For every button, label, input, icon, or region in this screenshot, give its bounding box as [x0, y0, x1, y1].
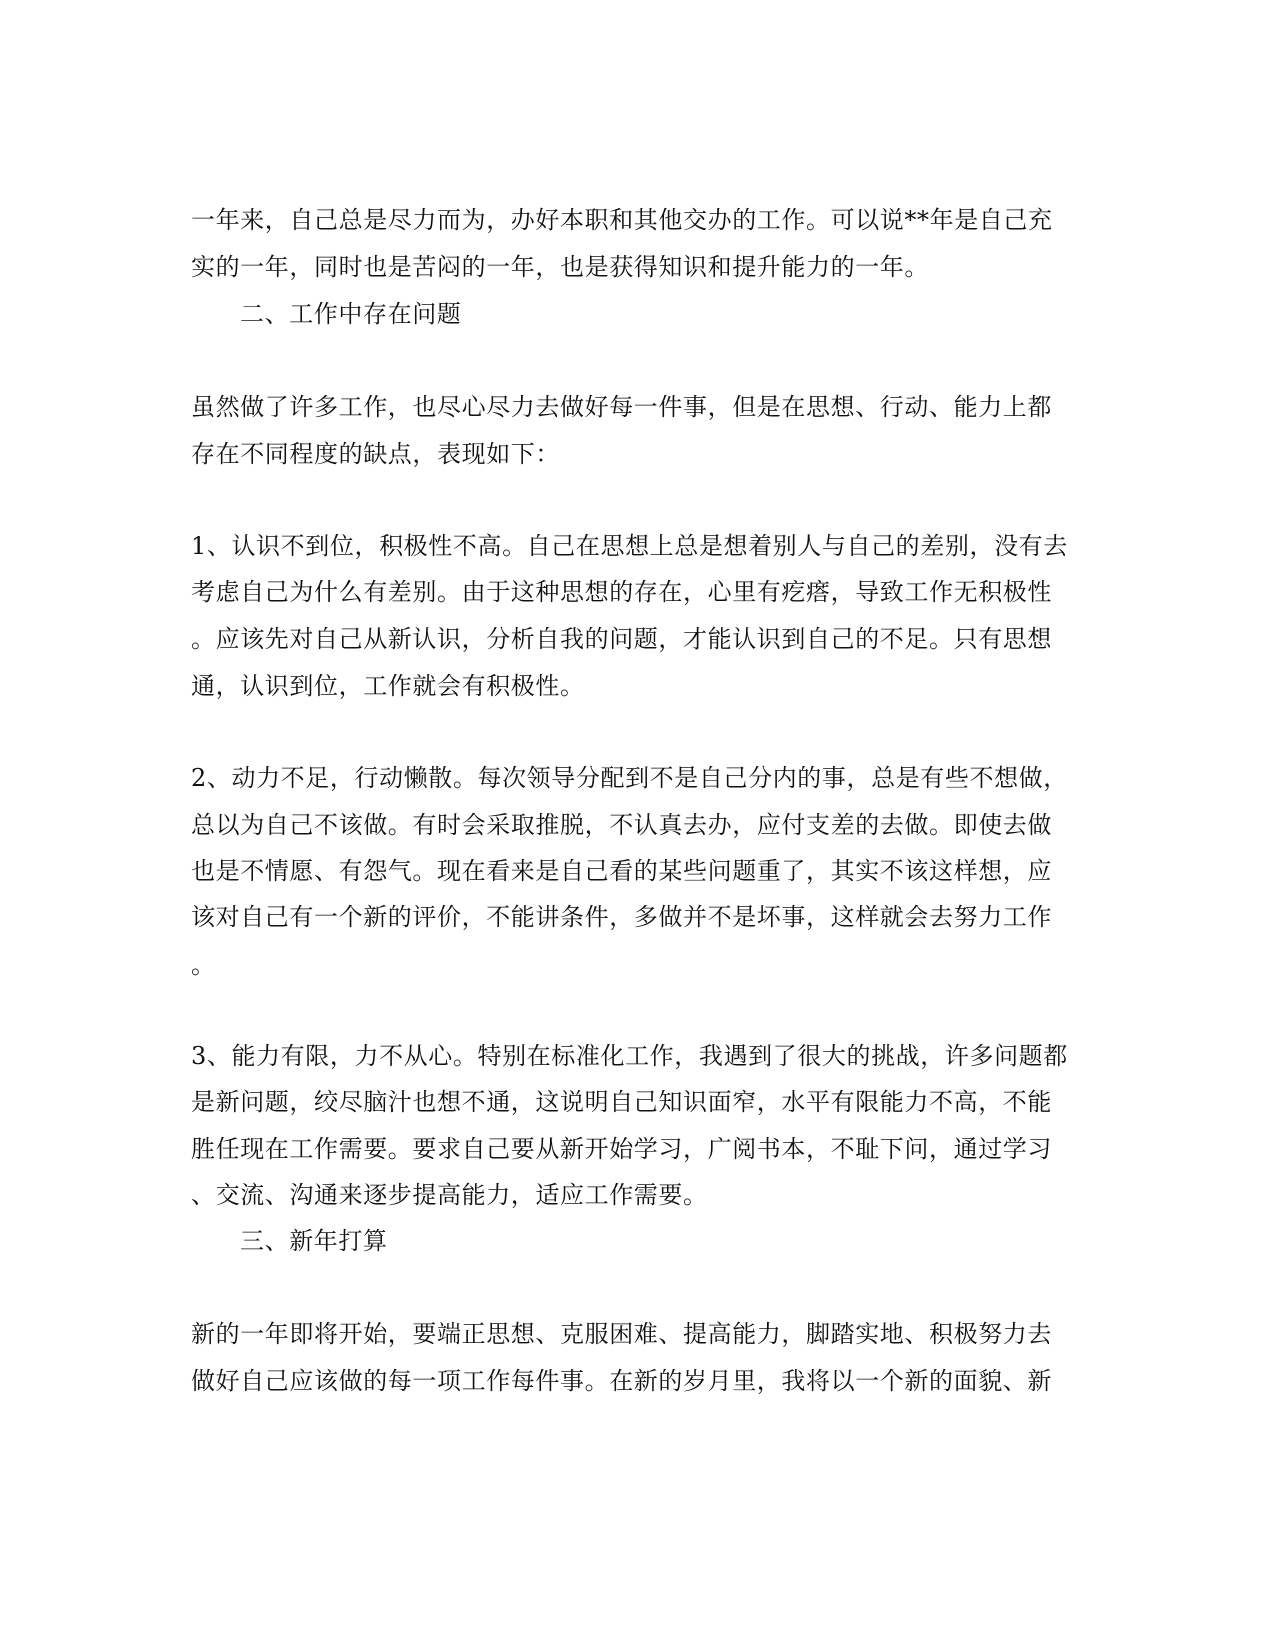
paragraph-line: 总以为自己不该做。有时会采取推脱，不认真去办，应付支差的去做。即使去做: [191, 811, 1052, 839]
section-heading: 三、新年打算: [240, 1227, 388, 1255]
paragraph-line: 虽然做了许多工作，也尽心尽力去做好每一件事，但是在思想、行动、能力上都: [191, 393, 1052, 421]
paragraph-line: 实的一年，同时也是苦闷的一年，也是获得知识和提升能力的一年。: [191, 253, 929, 281]
paragraph-line: 也是不情愿、有怨气。现在看来是自己看的某些问题重了，其实不该这样想，应: [191, 857, 1052, 885]
paragraph-line: 2、动力不足，行动懒散。每次领导分配到不是自己分内的事，总是有些不想做，: [191, 764, 1068, 792]
paragraph-line: 胜任现在工作需要。要求自己要从新开始学习，广阅书本，不耻下问，通过学习: [191, 1135, 1052, 1163]
paragraph-line: 。: [191, 951, 216, 979]
paragraph-line: 。应该先对自己从新认识，分析自我的问题，才能认识到自己的不足。只有思想: [191, 625, 1052, 653]
section-heading: 二、工作中存在问题: [240, 300, 462, 328]
paragraph-line: 3、能力有限，力不从心。特别在标准化工作，我遇到了很大的挑战，许多问题都: [191, 1042, 1068, 1070]
paragraph-line: 是新问题，绞尽脑汁也想不通，这说明自己知识面窄，水平有限能力不高，不能: [191, 1088, 1052, 1116]
paragraph-line: 新的一年即将开始，要端正思想、克服困难、提高能力，脚踏实地、积极努力去: [191, 1320, 1052, 1348]
paragraph-line: 该对自己有一个新的评价，不能讲条件，多做并不是坏事，这样就会去努力工作: [191, 903, 1052, 931]
paragraph-line: 通，认识到位，工作就会有积极性。: [191, 672, 585, 700]
paragraph-line: 一年来，自己总是尽力而为，办好本职和其他交办的工作。可以说**年是自己充: [191, 206, 1053, 234]
paragraph-line: 、交流、沟通来逐步提高能力，适应工作需要。: [191, 1181, 708, 1209]
paragraph-line: 做好自己应该做的每一项工作每件事。在新的岁月里，我将以一个新的面貌、新: [191, 1367, 1052, 1395]
paragraph-line: 1、认识不到位，积极性不高。自己在思想上总是想着别人与自己的差别，没有去: [191, 532, 1068, 560]
paragraph-line: 存在不同程度的缺点，表现如下：: [191, 440, 560, 468]
paragraph-line: 考虑自己为什么有差别。由于这种思想的存在，心里有疙瘩，导致工作无积极性: [191, 578, 1052, 606]
